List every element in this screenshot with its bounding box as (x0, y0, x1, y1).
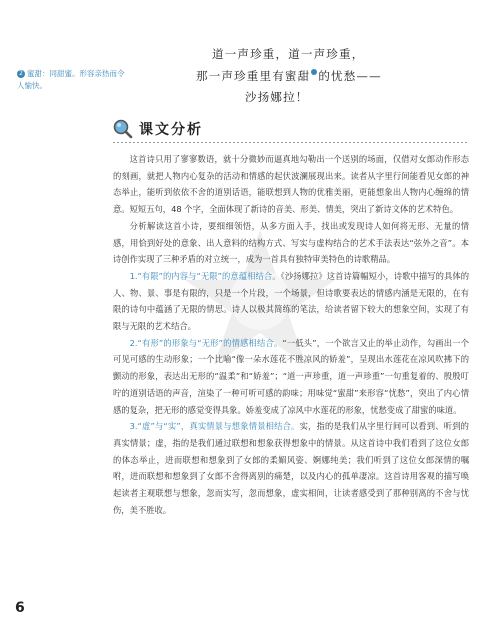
annotation-number: 2 (17, 70, 25, 78)
margin-annotation (17, 68, 129, 92)
section-heading (113, 119, 203, 139)
paragraph-2: 分析解读这首小诗，要细细领悟，从多方面入手，找出或发现诗人如何将无形、无量的情感，用恰到好处的意象、出人意料的结构方式、写实与虚构结合的艺术手法表达“弦外之音”。本诗创作实现了三种矛盾的对立统一，成为一首具有独特审美特色的诗歌精品。 (113, 220, 469, 265)
footnote-marker-icon (311, 69, 317, 75)
point-1-heading: 1.“有限”的内容与“无限”的意蕴相结合。 (129, 270, 281, 281)
paragraph-5 (113, 418, 469, 518)
point-1-text: 《沙扬娜拉》这首诗篇幅短小，诗歌中描写的具体的人、物、景、事是有限的，只是一个片段，一个场景，但诗歌要表达的情感内涵是无限的，在有限的诗句中蕴涵了无限的情思。诗人以极其简练的笔法，给读者留下较大的想象空间，实现了有限与无限的艺术结合。 (113, 270, 469, 332)
point-3-heading: 3.“虚”与“实”，真实情景与想象情景相结合。 (129, 421, 300, 432)
poem-line-3: 沙扬娜拉！ (245, 90, 309, 104)
point-3-text: 实，指的是我们从字里行间可以看到、听到的真实情景；虚，指的是我们通过联想和想象获得想象中的情景。从这首诗中我们看到了这位女郎的体态举止，进而联想和想象到了女郎的柔媚风姿、婀娜纯美；我们听到了这位女郎深情的嘱咐，进而联想和想象到了女郎不舍得离别的痛楚，以及内心的孤单凄凉。这首诗用客观的描写唤起读者主观联想与想象，忽而实写，忽而想象，虚实相间，让读者感受到了那种别离的不舍与忧伤，美不胜收。 (113, 421, 469, 515)
magnifier-icon (113, 119, 133, 139)
poem-line-2-after: 的忧愁—— (318, 69, 382, 83)
point-2-text: “一低头”，一个欲言又止的举止动作，勾画出一个可见可感的生动形象；一个比喻“像一朵水莲花不胜凉风的娇羞”，呈现出水莲花在凉风吹拂下的颤动的形象，表达出无形的“温柔”和“娇羞”；“道一声珍重，道一声珍重”一句重复着的、殷殷叮咛的道别话语的声音，渲染了一种可听可感的韵味；用味觉“蜜甜”来形容“忧愁”，突出了内心情感的复杂，把无形的感觉变得具象。娇羞变成了凉风中水莲花的形象，忧愁变成了甜蜜的味道。 (113, 337, 469, 415)
point-2-heading: 2.“有形”的形象与“无形”的情感相结合。 (129, 337, 283, 348)
poem-line-1: 道一声珍重，道一声珍重， (212, 47, 365, 61)
annotation-text: 蜜甜：同甜蜜。形容亲热而令人愉快。 (17, 69, 125, 90)
poem-line-2 (196, 68, 382, 84)
article-body (113, 151, 469, 518)
page-number: 6 (15, 600, 25, 616)
poem-line-2-before: 那一声珍重里有蜜甜 (196, 69, 311, 83)
paragraph-4 (113, 335, 469, 419)
section-divider (113, 142, 468, 143)
paragraph-1: 这首诗只用了寥寥数语，就十分微妙而逼真地勾勒出一个送别的场面，仅借对女郎动作形态的刻画，就把人物内心复杂的活动和情感的起伏波澜展现出来。读者从字里行间能看见女郎的神态举止，能听到依依不舍的道别话语，能联想到人物的优雅美丽，更能想象出人物内心缠绵的情意。短短五句，48 个字，全面体现了新诗的音美、形美、情美，突出了新诗文体的艺术特色。 (113, 154, 469, 215)
paragraph-3 (113, 268, 469, 335)
section-title: 课文分析 (139, 122, 203, 138)
